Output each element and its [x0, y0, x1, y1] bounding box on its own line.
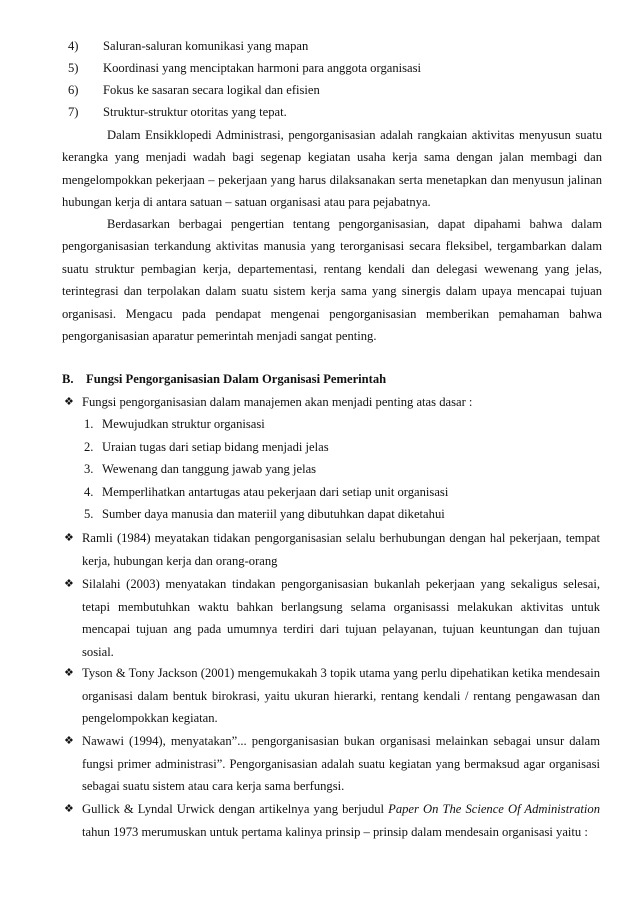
list-item: 3. Wewenang dan tanggung jawab yang jelas — [84, 462, 317, 476]
list-number: 5) — [68, 61, 79, 75]
list-text: Koordinasi yang menciptakan harmoni para anggota organisasi — [103, 61, 422, 75]
diamond-bullet-icon: ❖ — [64, 803, 74, 815]
paragraph-berdasarkan: Berdasarkan berbagai pengertian tentang pengorganisasian, dapat dipahami bahwa dalam pengorganisasian terkandung aktivitas manusia yang terorganisasi secara fleksibel, tergambarkan dalam suatu struktur pembagian kerja, departementasi, rentang kendali dan delegasi wewenang yang jelas, terintegrasi dan terpolakan dalam suatu sistem kerja sama yang sinergis dalam upaya mencapai tujuan organisasi. Mengacu pada pendapat mengenai pengorganisasian memberikan pemahaman bahwa pengorganisasian aparatur pemerintah menjadi sangat penting. — [62, 217, 602, 344]
diamond-bullet-icon: ❖ — [64, 578, 74, 590]
list-text: Saluran-saluran komunikasi yang mapan — [103, 39, 309, 53]
bullet-nawawi: ❖ Nawawi (1994), menyatakan”... pengorganisasian bukan organisasi melainkan sebagai unsur dalam fungsi primer administrasi”. Pengorganisasian adalah suatu kegiatan yang bermaksud agar organisasi sebagai suatu sistem atau cara kerja sama berfungsi. — [64, 730, 600, 798]
list-item: 1. Mewujudkan struktur organisasi — [84, 417, 265, 431]
diamond-bullet-icon: ❖ — [64, 735, 74, 747]
function-list — [84, 413, 584, 526]
list-item: 5. Sumber daya manusia dan materiil yang dibutuhkan dapat diketahui — [84, 507, 445, 521]
diamond-bullet-icon: ❖ — [64, 396, 74, 408]
list-item — [62, 35, 602, 57]
article-title: Paper On The Science Of Administration — [388, 802, 600, 816]
bullet-intro: ❖ Fungsi pengorganisasian dalam manajemen akan menjadi penting atas dasar : — [64, 391, 600, 414]
list-number: 6) — [68, 83, 79, 97]
list-item — [62, 101, 602, 123]
list-number: 7) — [68, 105, 79, 119]
list-number: 4) — [68, 39, 79, 53]
diamond-bullet-icon: ❖ — [64, 667, 74, 679]
diamond-bullet-icon: ❖ — [64, 532, 74, 544]
section-heading: B. Fungsi Pengorganisasian Dalam Organisasi Pemerintah — [62, 372, 387, 386]
bullet-silalahi: ❖ Silalahi (2003) menyatakan tindakan pengorganisasian bukanlah pekerjaan yang sekaligus selesai, tetapi membutuhkan waktu bahkan berlangsung selama organisassi melakukan aktivitas untuk mencapai tujuan ang pada umumnya terdiri dari tujuan pelayanan, tujuan keuntungan dan tujuan sosial. — [64, 573, 600, 663]
bullet-gullick: ❖ Gullick & Lyndal Urwick dengan artikelnya yang berjudul Paper On The Science Of Administration tahun 1973 merumuskan untuk pertama kalinya prinsip – prinsip dalam mendesain organisasi yaitu : — [64, 798, 600, 843]
numbered-list-continued — [62, 35, 602, 123]
list-item — [62, 79, 602, 101]
list-item: 4. Memperlihatkan antartugas atau pekerjaan dari setiap unit organisasi — [84, 484, 449, 499]
list-text: Struktur-struktur otoritas yang tepat. — [103, 105, 287, 119]
paragraph-ensiklopedi: Dalam Ensikklopedi Administrasi, pengorganisasian adalah rangkaian aktivitas menyusun suatu kerangka yang menjadi wadah bagi segenap kegiatan usaha kerja sama dengan jalan membagi dan mengelompokkan pekerjaan – pekerjaan yang harus dilaksanakan serta menetapkan dan menyusun jalinan hubungan kerja di antara satuan – satuan organisasi atau para pejabatnya. — [62, 128, 602, 210]
list-item: 2. Uraian tugas dari setiap bidang menjadi jelas — [84, 439, 329, 454]
bullet-ramli: ❖ Ramli (1984) meyatakan tidakan pengorganisasian selalu berhubungan dengan hal pekerjaan, tempat kerja, hubungan kerja dan orang-orang — [64, 527, 600, 572]
bullet-tyson: ❖ Tyson & Tony Jackson (2001) mengemukakah 3 topik utama yang perlu dipehatikan ketika mendesain organisasi dalam bentuk birokrasi, yaitu ukuran hierarki, rentang kendali / rentang pengawasan dan pengelompokkan kegiatan. — [64, 662, 600, 730]
list-item — [62, 57, 602, 79]
list-text: Fokus ke sasaran secara logikal dan efisien — [103, 83, 320, 97]
